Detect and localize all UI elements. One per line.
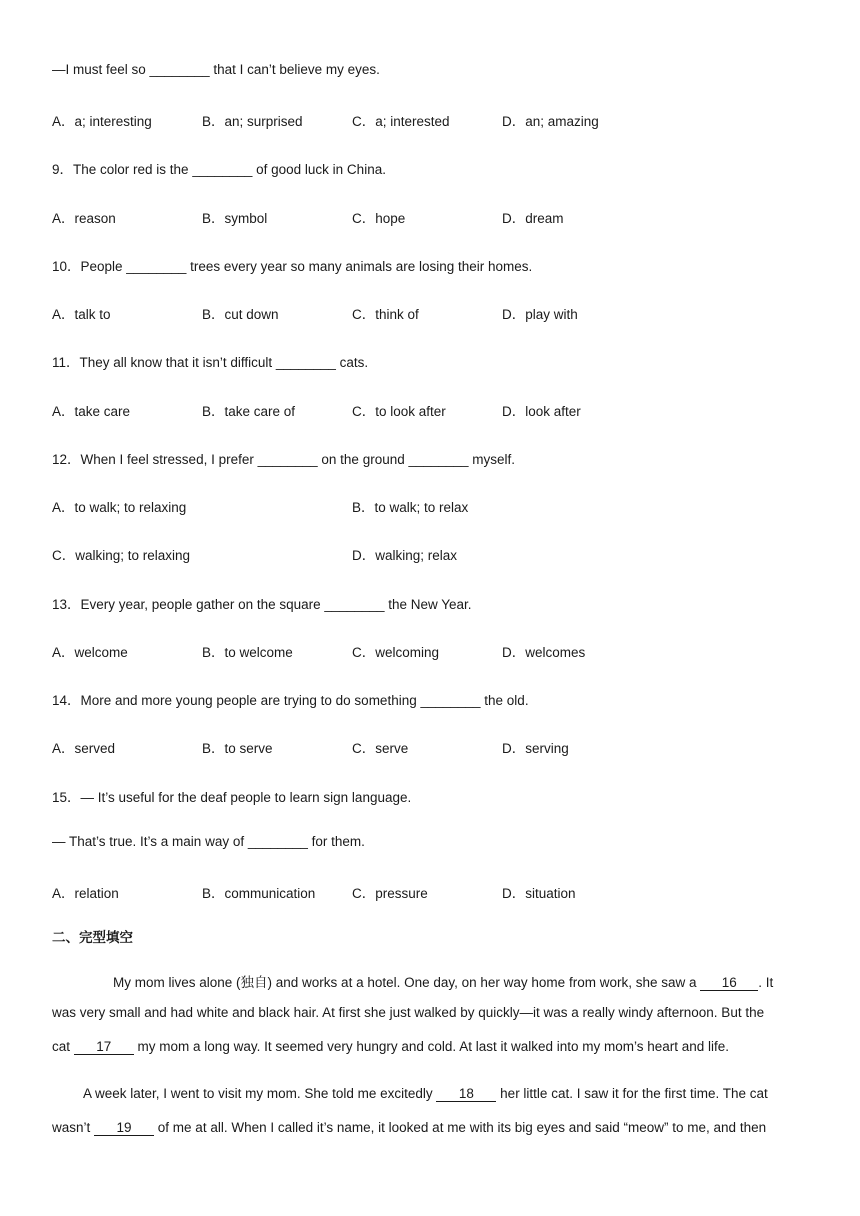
- passage-line: [83, 1086, 833, 1102]
- option-b: B．to serve: [202, 741, 273, 756]
- passage-line: [52, 1005, 802, 1020]
- option-c: C．welcoming: [352, 645, 440, 660]
- answer-blank-17: 17: [74, 1040, 134, 1055]
- option-d: D．play with: [502, 307, 578, 322]
- question-12-stem: 12．When I feel stressed, I prefer ________ on the ground ________ myself.: [52, 452, 516, 467]
- question-13-stem: 13．Every year, people gather on the square ________ the New Year.: [52, 597, 472, 612]
- passage-line: [113, 971, 860, 991]
- option-a: A．to walk; to relaxing: [52, 500, 187, 515]
- option-a: A．welcome: [52, 645, 128, 660]
- question-15-reply: — That’s true. It’s a main way of ________ for them.: [52, 834, 365, 849]
- answer-blank-19: 19: [94, 1121, 154, 1136]
- question-8-reply: —I must feel so ________ that I can’t believe my eyes.: [52, 62, 380, 77]
- option-c: C．a; interested: [352, 114, 450, 129]
- option-c: C．to look after: [352, 404, 446, 419]
- question-9-stem: 9．The color red is the ________ of good luck in China.: [52, 162, 386, 177]
- option-c: C．serve: [352, 741, 409, 756]
- passage-text: was very small and had white and black hair. At first she just walked by quickly—it was a really windy afternoon. But the: [52, 1005, 765, 1020]
- question-11-stem: 11．They all know that it isn’t difficult ________ cats.: [52, 355, 369, 370]
- answer-blank-18: 18: [436, 1087, 496, 1102]
- option-b: B．cut down: [202, 307, 279, 322]
- option-c: C．think of: [352, 307, 419, 322]
- option-d: D．situation: [502, 886, 576, 901]
- option-a: A．reason: [52, 211, 116, 226]
- passage-text: . It: [758, 975, 774, 990]
- section-title: 二、完型填空: [52, 930, 133, 945]
- passage-text: my mom a long way. It seemed very hungry and cold. At last it walked into my mom’s heart and life.: [137, 1039, 730, 1054]
- passage-text: My mom lives alone (独自) and works at a hotel. One day, on her way home from work, she saw a: [113, 975, 697, 990]
- option-a: A．relation: [52, 886, 119, 901]
- option-c: C．pressure: [352, 886, 428, 901]
- option-b: B．to walk; to relax: [352, 500, 469, 515]
- option-a: A．served: [52, 741, 116, 756]
- passage-text: her little cat. I saw it for the first time. The cat: [500, 1086, 768, 1101]
- passage-text: cat: [52, 1039, 71, 1054]
- option-a: A．talk to: [52, 307, 111, 322]
- option-c: C．walking; to relaxing: [52, 548, 191, 563]
- passage-line: [52, 1120, 802, 1136]
- passage-text: of me at all. When I called it’s name, it looked at me with its big eyes and said “meow” to me, and then: [157, 1120, 767, 1135]
- option-b: B．take care of: [202, 404, 296, 419]
- option-b: B．to welcome: [202, 645, 293, 660]
- option-d: D．an; amazing: [502, 114, 599, 129]
- answer-blank-16: 16: [700, 976, 758, 991]
- option-c: C．hope: [352, 211, 406, 226]
- option-d: D．serving: [502, 741, 569, 756]
- passage-text: A week later, I went to visit my mom. She told me excitedly: [83, 1086, 433, 1101]
- passage-text: wasn’t: [52, 1120, 91, 1135]
- passage-line: [52, 1039, 802, 1055]
- question-15-stem: 15．— It’s useful for the deaf people to learn sign language.: [52, 790, 412, 805]
- option-a: A．a; interesting: [52, 114, 152, 129]
- option-a: A．take care: [52, 404, 131, 419]
- option-d: D．dream: [502, 211, 564, 226]
- option-d: D．welcomes: [502, 645, 586, 660]
- option-b: B．symbol: [202, 211, 268, 226]
- question-10-stem: 10．People ________ trees every year so many animals are losing their homes.: [52, 259, 533, 274]
- option-d: D．look after: [502, 404, 581, 419]
- option-b: B．an; surprised: [202, 114, 303, 129]
- option-b: B．communication: [202, 886, 316, 901]
- question-14-stem: 14．More and more young people are trying to do something ________ the old.: [52, 693, 529, 708]
- option-d: D．walking; relax: [352, 548, 458, 563]
